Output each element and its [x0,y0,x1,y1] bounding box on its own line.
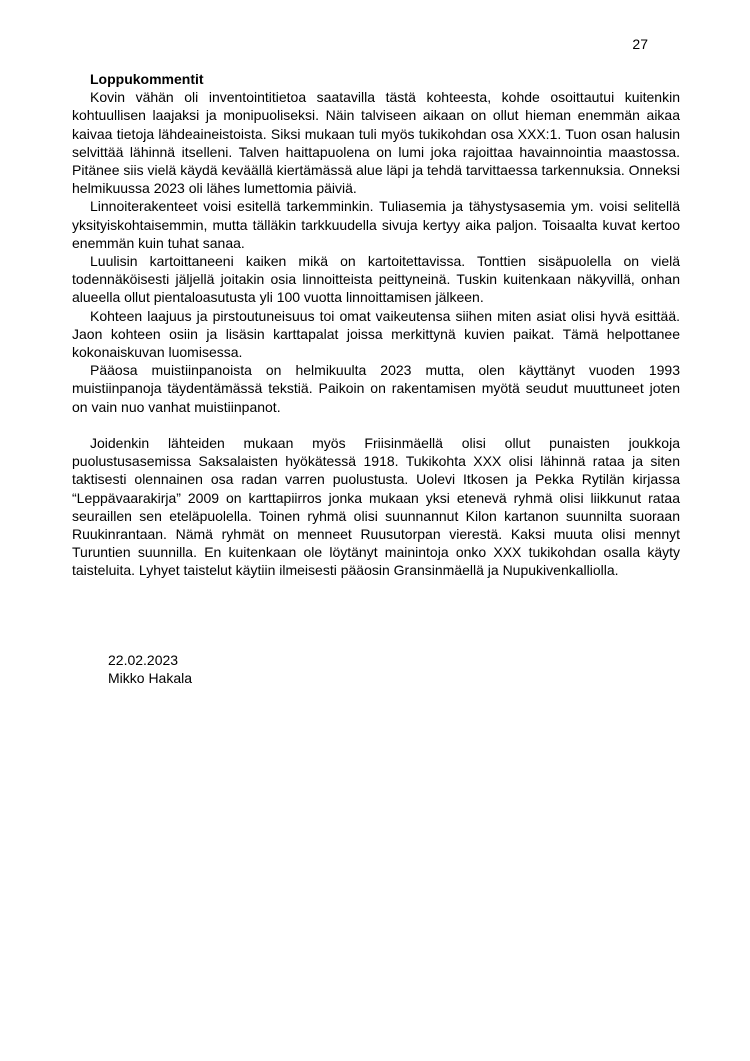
paragraph-structures: Linnoiterakenteet voisi esitellä tarkemminkin. Tuliasemia ja tähystysasemia ym. voisi selitellä yksityiskohtaisemmin, mutta tälläkin tarkkuudella sivuja kertyy aika paljon. Toisaalta kuvat kertoo enemmän kuin tuhat sanaa. [72,198,680,251]
paragraph-mapping: Luulisin kartoittaneeni kaiken mikä on kartoitettavissa. Tonttien sisäpuolella on vielä todennäköisesti jäljellä joitakin osia linnoitteista peittyneinä. Tuskin kuitenkaan näkyvillä, onhan alueella ollut pientaloasutusta yli 100 vuotta linnoittamisen jälkeen. [72,253,680,306]
signature-name: Mikko Hakala [108,670,193,687]
paragraph-extent: Kohteen laajuus ja pirstoutuneisuus toi omat vaikeutensa siihen miten asiat olisi hyvä esittää. Jaon kohteen osiin ja lisäsin karttapalat joissa merkittynä kuvien paikat. Tämä helpottanee kokonaiskuvan luomisessa. [72,307,680,361]
signature-date: 22.02.2023 [108,652,179,668]
paragraph-notes: Pääosa muistiinpanoista on helmikuulta 2023 mutta, olen käyttänyt vuoden 1993 muistiinpanoja täydentämässä tekstiä. Paikoin on rakentamisen myötä seudut muuttuneet joten on vain nuo vanhat muistiinpanot. [72,362,680,415]
paragraph-spacer [72,416,680,434]
paragraph-inventory: Kovin vähän oli inventointitietoa saatavilla tästä kohteesta, kohde osoittautui kuitenkin kohtuullisen laajaksi ja monipuoliseksi. Näin talviseen aikaan on ollut hieman enemmän aikaa kaivaa tietoja lähdeaineistoista. Siksi mukaan tuli myös tukikohdan osa XXX:1. Tuon osan halusin selvittää lähinnä itselleni. Talven haittapuolena on lumi joka rajoittaa havainnointia maastossa. Pitänee siis vielä käydä keväällä kiertämässä alue läpi ja tehdä tarvittaessa tarkennuksia. Onneksi helmikuussa 2023 oli lähes lumettomia päiviä. [72,89,680,197]
section-heading: Loppukommentit [90,71,204,87]
paragraph-history: Joidenkin lähteiden mukaan myös Friisinmäellä olisi ollut punaisten joukkoja puolustusasemissa Saksalaisten hyökätessä 1918. Tukikohta XXX olisi lähinnä rataa ja siten taktisesti olennainen osa radan varren puolustusta. Uolevi Itkosen ja Pekka Rytilän kirjassa “Leppävaarakirja” 2009 on karttapiirros jonka mukaan yksi etenevä ryhmä olisi liikkunut rataa seuraillen sen eteläpuolella. Toinen ryhmä olisi suunnannut Kilon kartanon suunnilta suoraan Ruukinrantaan. Nämä ryhmät on menneet Ruusutorpan vierestä. Kaksi muuta olisi mennyt Turuntien suunnilla. En kuitenkaan ole löytänyt mainintoja onko XXX tukikohdan osalla käyty taisteluita. Lyhyet taistelut käytiin ilmeisesti pääosin Gransinmäellä ja Nupukivenkalliolla. [72,435,680,579]
page-number: 27 [632,36,648,52]
signature-block [108,651,192,687]
document-body [72,70,680,580]
